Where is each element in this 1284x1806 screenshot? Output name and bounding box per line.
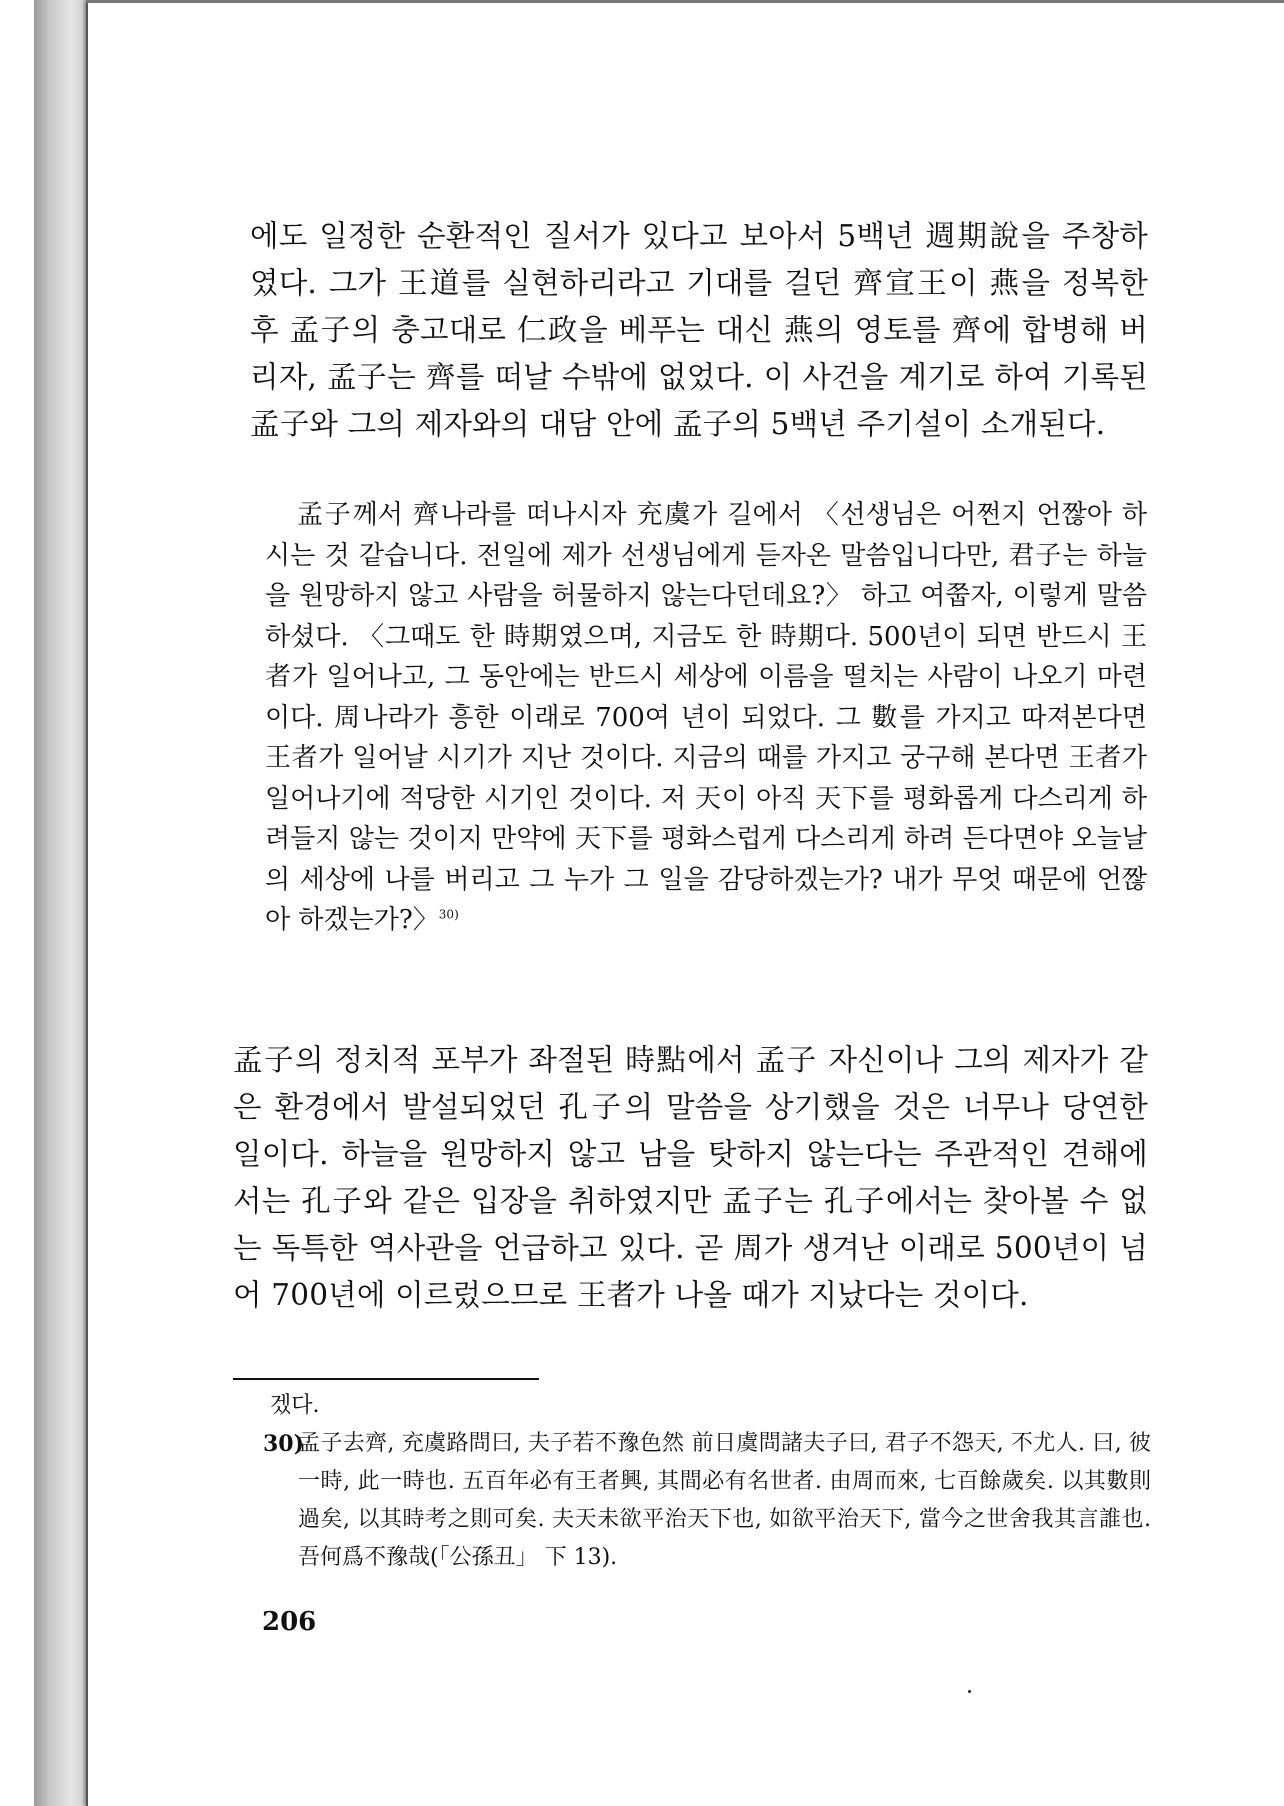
scan-speck — [968, 1690, 971, 1693]
page-number: 206 — [262, 1607, 317, 1637]
block-quote-text: 孟子께서 齊나라를 떠나시자 充虞가 길에서 〈선생님은 어쩐지 언짢아 하시는 것 같습니다. 전일에 제가 선생님에게 듣자온 말씀입니다만, 君子는 하늘을 원망하지 않고 사람을 허물하지 않는다던데요?〉 하고 여쭙자, 이렇게 말씀하셨다. 〈그때도 한 時期였으며, 지금도 한 時期다. 500년이 되면 반드시 王者가 일어나고, 그 동안에는 반드시 세상에 이름을 떨치는 사람이 나오기 마련이다. 周나라가 흥한 이래로 700여 년이 되었다. 그 數를 가지고 따져본다면 王者가 일어날 시기가 지난 것이다. 지금의 때를 가지고 궁구해 본다면 王者가 일어나기에 적당한 시기인 것이다. 저 天이 아직 天下를 평화롭게 다스리게 하려들지 않는 것이지 만약에 天下를 평화스럽게 다스리게 하려 든다면야 오늘날의 세상에 나를 버리고 그 누가 그 일을 감당하겠는가? 내가 무엇 때문에 언짢아 하겠는가?〉 — [265, 500, 1147, 935]
footnote-text: 孟子去齊, 充虞路問曰, 夫子若不豫色然 前日虞問諸夫子曰, 君子不怨天, 不尤人. 曰, 彼一時, 此一時也. 五百年必有王者興, 其間必有名世者. 由周而來, 七百餘歲矣. 以其數則過矣, 以其時考之則可矣. 夫天未欲平治天下也, 如欲平治天下, 當今之世舍我其言誰也. 吾何爲不豫哉(「公孫丑」 下 13). — [298, 1431, 1151, 1570]
body-paragraph-1: 에도 일정한 순환적인 질서가 있다고 보아서 5백년 週期說을 주창하였다. 그가 王道를 실현하리라고 기대를 걸던 齊宣王이 燕을 정복한 후 孟子의 충고대로 仁政을 베푸는 대신 燕의 영토를 齊에 합병해 버리자, 孟子는 齊를 떠날 수밖에 없었다. 이 사건을 계기로 하여 기록된 孟子와 그의 제자와의 대담 안에 孟子의 5백년 주기설이 소개된다. — [250, 219, 1148, 441]
footnote-reference: 30) — [438, 907, 459, 922]
footnote-divider — [233, 1378, 539, 1380]
book-spine — [34, 0, 86, 1806]
footnote-continuation: 겠다. — [270, 1393, 320, 1418]
body-paragraph-2: 孟子의 정치적 포부가 좌절된 時點에서 孟子 자신이나 그의 제자가 같은 환경에서 발설되었던 孔子의 말씀을 상기했을 것은 너무나 당연한 일이다. 하늘을 원망하지 않고 남을 탓하지 않는다는 주관적인 견해에서는 孔子와 같은 입장을 취하였지만 孟子는 孔子에서는 찾아볼 수 없는 독특한 역사관을 언급하고 있다. 곧 周가 생겨난 이래로 500년이 넘어 700년에 이르렀으므로 王者가 나올 때가 지났다는 것이다. — [233, 1043, 1148, 1312]
page-top-edge — [86, 0, 1284, 3]
block-quote — [265, 495, 1147, 941]
footnote-number: 30) — [263, 1431, 305, 1457]
